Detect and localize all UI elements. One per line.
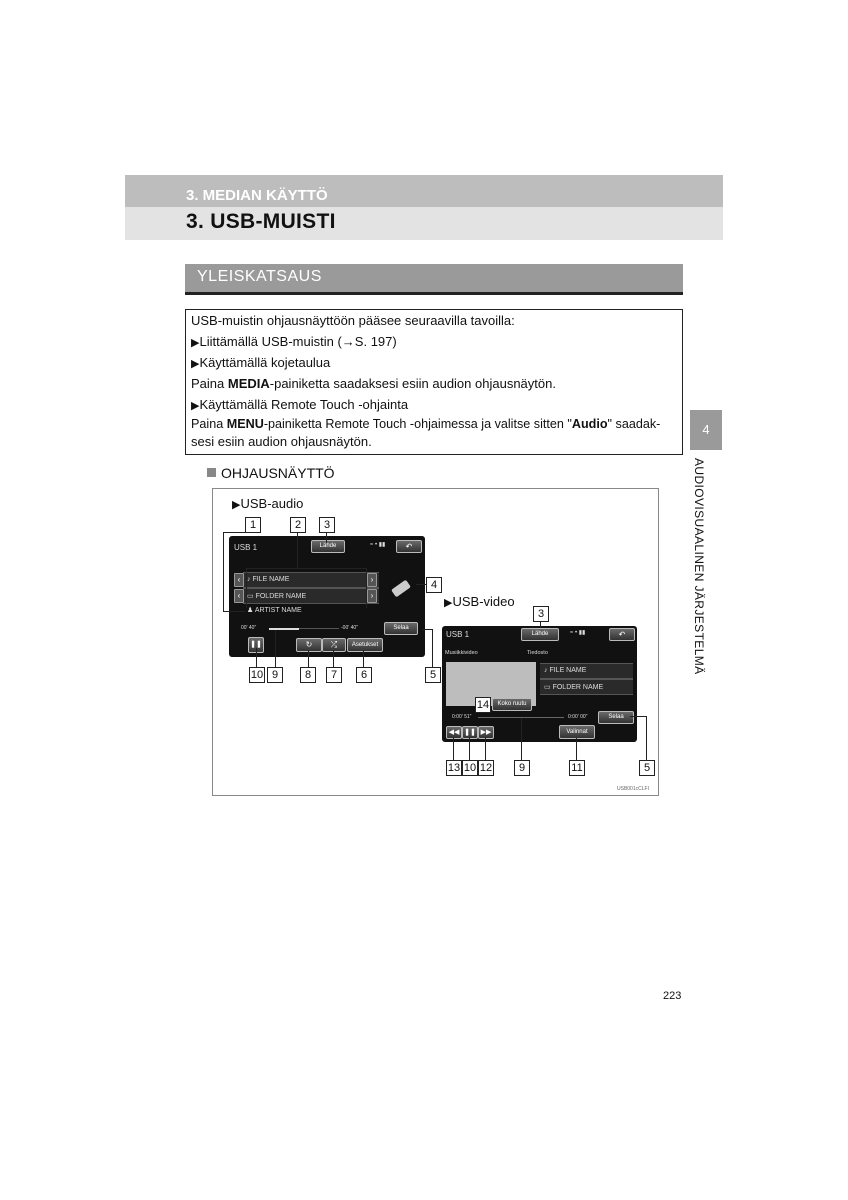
pause-button[interactable] [462, 726, 478, 739]
pause-icon: ❚❚ [250, 641, 262, 648]
callout-6: 6 [356, 667, 372, 683]
callout-8: 8 [300, 667, 316, 683]
section-title: YLEISKATSAUS [197, 268, 322, 285]
callout-10-video: 10 [463, 762, 477, 774]
chapter-title: 3. MEDIAN KÄYTTÖ [186, 187, 328, 204]
arrow-icon: → [341, 334, 355, 349]
bullet-triangle-icon: ▶ [191, 400, 200, 412]
asetukset-button[interactable]: Asetukset [347, 638, 383, 652]
shuffle-icon: ⤮ [330, 640, 338, 649]
note-icon: ♪ [247, 576, 251, 583]
callout-line [469, 737, 470, 760]
callout-line [275, 630, 276, 668]
usb-video-screen [442, 626, 637, 742]
chapter-tab: 4 [690, 410, 722, 450]
callout-line [366, 568, 367, 608]
shuffle-button[interactable] [322, 638, 346, 652]
intro-bullet-3: ▶Käyttämällä Remote Touch -ohjainta [191, 397, 409, 412]
intro-line-6: sesi esiin audion ohjausnäytön. [191, 434, 372, 449]
back-button[interactable] [609, 628, 635, 641]
callout-line [416, 584, 426, 585]
note-icon: ♪ [544, 667, 548, 674]
callout-2: 2 [290, 517, 306, 533]
bullet-triangle-icon: ▶ [444, 597, 453, 609]
callout-line [432, 629, 433, 667]
lahde-button[interactable]: Lähde [521, 628, 559, 641]
back-button[interactable] [396, 540, 422, 553]
folder-icon: ▭ [247, 593, 254, 600]
callout-line [521, 718, 522, 760]
callout-line [223, 532, 245, 533]
selaa-button[interactable]: Selaa [598, 711, 634, 724]
usb-video-label: ▶USB-video [444, 594, 515, 609]
usb-audio-label: ▶USB-audio [232, 496, 304, 511]
folder-row[interactable]: ▭ FOLDER NAME [540, 679, 633, 695]
callout-line [308, 650, 309, 668]
callout-11: 11 [569, 760, 585, 776]
callout-line [363, 650, 364, 668]
artist-row: ♟ ARTIST NAME [247, 607, 302, 614]
person-icon: ♟ [247, 607, 254, 614]
callout-line [453, 737, 454, 760]
prev-file-arrow[interactable]: ‹ [234, 573, 244, 587]
file-row[interactable]: ♪ FILE NAME [540, 663, 633, 679]
figure-code: USB001cCLFI [617, 786, 649, 792]
page-title: 3. USB-MUISTI [186, 210, 336, 233]
repeat-button[interactable] [296, 638, 322, 652]
bullet-triangle-icon: ▶ [191, 337, 200, 349]
callout-line [246, 568, 366, 569]
fast-forward-icon: ▶▶ [480, 729, 492, 736]
pause-icon: ❚❚ [464, 729, 476, 736]
section-bar [185, 264, 683, 295]
usb-stick-icon [391, 580, 411, 598]
source-name: USB 1 [234, 543, 258, 552]
tab-tiedosto[interactable]: Tiedosto [527, 650, 548, 656]
callout-line [256, 648, 257, 668]
next-file-arrow[interactable]: › [367, 573, 377, 587]
intro-bullet-2: ▶Käyttämällä kojetaulua [191, 355, 331, 370]
elapsed-time: 00' 40" [241, 625, 257, 631]
koko-ruutu-button[interactable]: Koko ruutu [492, 698, 532, 711]
subheading: OHJAUSNÄYTTÖ [207, 465, 335, 481]
callout-line [485, 737, 486, 760]
rewind-icon: ◀◀ [448, 729, 460, 736]
file-row[interactable]: ♪ FILE NAME [243, 572, 379, 588]
folder-icon: ▭ [544, 684, 551, 691]
back-arrow-icon: ↶ [618, 630, 626, 639]
repeat-icon: ↻ [305, 640, 313, 649]
progress-bar-track [299, 628, 339, 629]
callout-line [246, 568, 247, 608]
callout-10: 10 [250, 669, 264, 681]
callout-4: 4 [426, 577, 442, 593]
callout-5-video: 5 [639, 760, 655, 776]
callout-line [223, 611, 245, 612]
callout-line [576, 738, 577, 760]
callout-line [630, 716, 646, 717]
status-icons: ≈ • ▮▮ [370, 542, 386, 548]
callout-3-video: 3 [533, 606, 549, 622]
callout-1: 1 [245, 517, 261, 533]
square-bullet-icon [207, 468, 216, 477]
callout-9: 9 [267, 667, 283, 683]
intro-bullet-1: ▶Liittämällä USB-muistin (→S. 197) [191, 334, 397, 349]
next-folder-arrow[interactable]: › [367, 589, 377, 603]
callout-line [223, 532, 224, 612]
callout-12: 12 [479, 762, 493, 774]
callout-5: 5 [425, 667, 441, 683]
progress-bar-fill [269, 628, 299, 630]
intro-line-1: USB-muistin ohjausnäyttöön pääsee seuraavilla tavoilla: [191, 313, 515, 328]
callout-line [646, 716, 647, 760]
tab-musiikkivideo[interactable]: Musiikkivideo [445, 650, 478, 656]
back-arrow-icon: ↶ [405, 542, 413, 551]
elapsed-time: 0:00' 51" [452, 714, 472, 720]
section-header [125, 207, 723, 240]
chapter-header [125, 175, 723, 207]
callout-line [422, 629, 432, 630]
callout-line [297, 531, 298, 569]
intro-line-5: Paina MENU-painiketta Remote Touch -ohjaimessa ja valitse sitten "Audio" saadak- [191, 417, 661, 431]
callout-line [333, 650, 334, 668]
bullet-triangle-icon: ▶ [191, 358, 200, 370]
bullet-triangle-icon: ▶ [232, 499, 241, 511]
remaining-time: 0:00' 00" [568, 714, 588, 720]
rewind-button[interactable] [446, 726, 462, 739]
intro-line-3: Paina MEDIA-painiketta saadaksesi esiin audion ohjausnäytön. [191, 376, 556, 391]
fast-forward-button[interactable] [478, 726, 494, 739]
callout-13: 13 [447, 762, 461, 774]
callout-7: 7 [326, 667, 342, 683]
selaa-button[interactable]: Selaa [384, 622, 418, 635]
chapter-side-label: AUDIOVISUAALINEN JÄRJESTELMÄ [692, 458, 706, 675]
usb-audio-screen [229, 536, 425, 657]
folder-row[interactable]: ▭ FOLDER NAME [243, 588, 379, 604]
page-number: 223 [663, 990, 682, 1002]
callout-14: 14 [476, 699, 490, 711]
lahde-button[interactable]: Lähde [311, 540, 345, 553]
source-name: USB 1 [446, 630, 470, 639]
status-icons: ≈ • ▮▮ [570, 630, 586, 636]
prev-folder-arrow[interactable]: ‹ [234, 589, 244, 603]
callout-9-video: 9 [514, 760, 530, 776]
callout-3: 3 [319, 517, 335, 533]
remaining-time: -00' 40" [341, 625, 358, 631]
valinnat-button[interactable]: Valinnat [559, 725, 595, 739]
intro-box [185, 309, 683, 455]
